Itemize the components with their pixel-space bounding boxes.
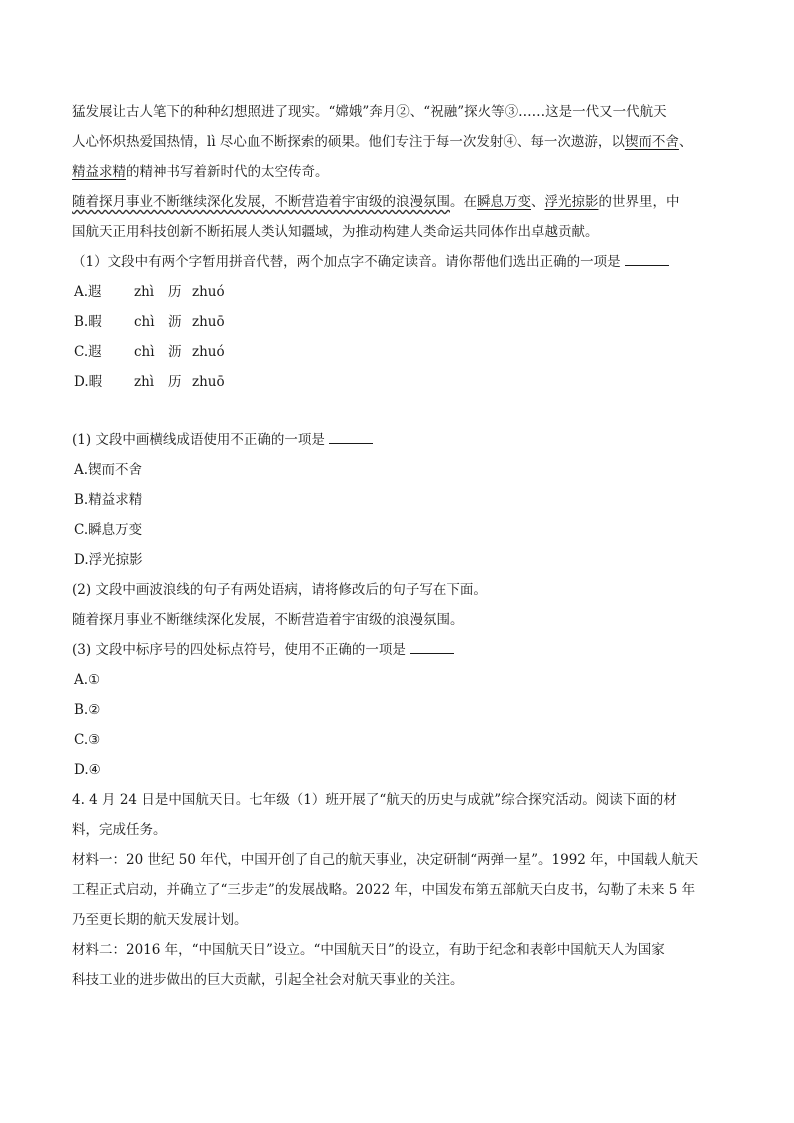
passage-text: 、 [531, 194, 545, 210]
option-item[interactable]: B.精益求精 [74, 492, 143, 508]
option-item[interactable]: D.浮光掠影 [74, 552, 143, 568]
material-text: 乃至更长期的航天发展计划。 [72, 912, 248, 928]
answer-blank[interactable] [329, 429, 373, 444]
question-text: (3) 文段中标序号的四处标点符号，使用不正确的一项是 [72, 642, 406, 658]
question-text: （1）文段中有两个字暂用拼音代替，两个加点字不确定读音。请你帮他们选出正确的一项是 [72, 254, 621, 270]
material-text: 工程正式启动，并确立了“三步走”的发展战略。2022 年，中国发布第五部航天白皮书，勾勒了未来 5 年 [72, 882, 696, 898]
option-char: 沥 [168, 314, 182, 330]
answer-blank[interactable] [625, 251, 669, 266]
option-row[interactable] [72, 277, 722, 307]
option-label: C.遐 [74, 344, 102, 360]
option-item[interactable]: B.② [74, 702, 101, 718]
question-stem: 4. 4 月 24 日是中国航天日。七年级（1）班开展了“航天的历史与成就”综合探究活动。阅读下面的材 [72, 792, 677, 808]
option-label: A.遐 [74, 284, 102, 300]
option-row[interactable] [72, 307, 722, 337]
material-text: 材料二：2016 年，“中国航天日”设立。“中国航天日”的设立，有助于纪念和表彰中国航天人为国家 [72, 942, 665, 958]
spacer [72, 397, 722, 425]
option-item[interactable]: A.① [74, 672, 101, 688]
option-item[interactable]: C.③ [74, 732, 101, 748]
option-pinyin: zhì [134, 284, 155, 300]
passage-text: 、 [678, 134, 693, 150]
option-pinyin: chì [134, 314, 155, 330]
option-pinyin: zhuō [192, 374, 225, 390]
answer-blank[interactable] [410, 639, 454, 654]
question-stem [72, 425, 722, 455]
option-pinyin: chì [134, 344, 155, 360]
option-char: 历 [168, 284, 182, 300]
option-label: B.暇 [74, 314, 102, 330]
passage-line [72, 127, 722, 157]
option-row[interactable] [72, 367, 722, 397]
underlined-idiom: 精益求精 [72, 164, 126, 180]
option-char: 历 [168, 374, 182, 390]
option-item[interactable]: C.瞬息万变 [74, 522, 143, 538]
passage-text: 的精神书写着新时代的太空传奇。 [126, 164, 329, 180]
document-page [72, 97, 722, 995]
material-text: 科技工业的进步做出的巨大贡献，引起全社会对航天事业的关注。 [72, 972, 464, 988]
passage-text: 猛发展让古人笔下的种种幻想照进了现实。“嫦娥”奔月②、“祝融”探火等③……这是一代又一代航天 [72, 104, 667, 120]
question-stem [72, 247, 722, 277]
passage-text: 。在 [450, 194, 477, 210]
passage-line [72, 187, 722, 217]
question-text: (1) 文段中画横线成语使用不正确的一项是 [72, 432, 325, 448]
question-stem: 料，完成任务。 [72, 822, 167, 838]
option-pinyin: zhuō [192, 314, 225, 330]
option-item[interactable]: D.④ [74, 762, 101, 778]
option-item[interactable]: A.锲而不舍 [74, 462, 143, 478]
question-stem: (2) 文段中画波浪线的句子有两处语病，请将修改后的句子写在下面。 [72, 582, 487, 598]
wavy-sentence: 随着探月事业不断继续深化发展，不断营造着宇宙级的浪漫氛围 [72, 194, 450, 210]
passage-text: 的世界里，中 [598, 194, 680, 210]
underlined-idiom: 浮光掠影 [544, 194, 599, 210]
underlined-idiom: 锲而不舍 [624, 134, 679, 150]
passage-line [72, 157, 722, 187]
material-text: 材料一：20 世纪 50 年代，中国开创了自己的航天事业，决定研制“两弹一星”。1992 年，中国载人航天 [72, 852, 699, 868]
option-row[interactable] [72, 337, 722, 367]
option-pinyin: zhì [134, 374, 155, 390]
option-pinyin: zhuó [192, 344, 225, 360]
question-stem [72, 635, 722, 665]
underlined-idiom: 瞬息万变 [477, 194, 531, 210]
passage-text: 国航天正用科技创新不断拓展人类认知疆域，为推动构建人类命运共同体作出卓越贡献。 [72, 224, 599, 240]
passage-line [72, 217, 722, 247]
option-char: 沥 [168, 344, 182, 360]
question-sentence: 随着探月事业不断继续深化发展，不断营造着宇宙级的浪漫氛围。 [72, 612, 464, 628]
option-pinyin: zhuó [192, 284, 225, 300]
option-label: D.暇 [74, 374, 103, 390]
passage-line [72, 97, 722, 127]
passage-text: 人心怀炽热爱国热情，lì 尽心血不断探索的硕果。他们专注于每一次发射④、每一次遨游，以 [72, 134, 625, 150]
